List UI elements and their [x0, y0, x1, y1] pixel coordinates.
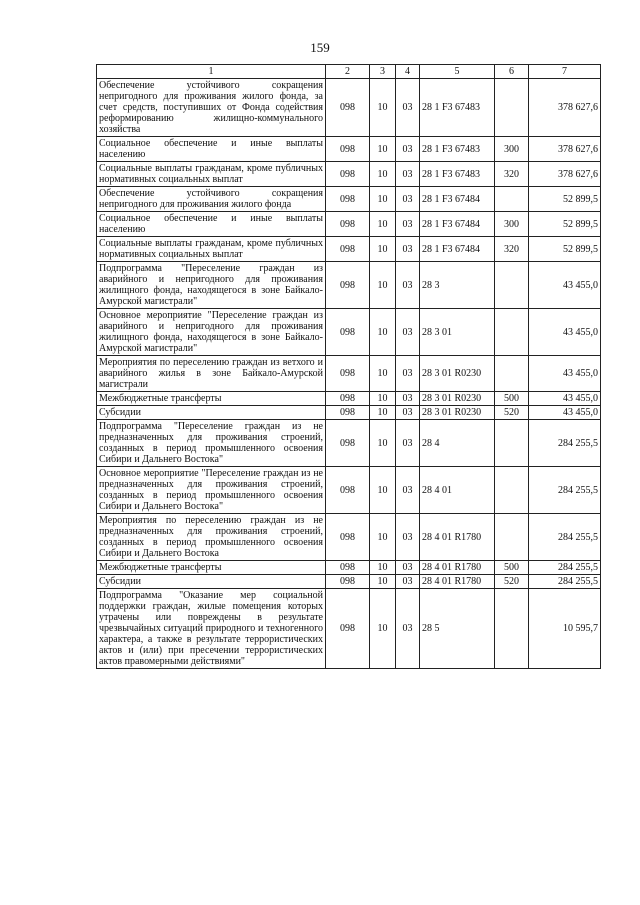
table-row [97, 392, 601, 406]
section-code-cell: 10 [370, 406, 396, 420]
target-article-cell: 28 4 [420, 420, 495, 467]
amount-cell: 43 455,0 [529, 356, 601, 392]
admin-code-cell: 098 [326, 187, 370, 212]
expense-type-cell [495, 187, 529, 212]
section-code-cell: 10 [370, 467, 396, 514]
amount-cell: 378 627,6 [529, 137, 601, 162]
table-row [97, 467, 601, 514]
row-name-cell: Подпрограмма "Переселение граждан из аварийного и непригодного для проживания жилищного фонда, находящегося в зоне Байкало-Амурской магистрали" [97, 262, 326, 309]
column-header: 7 [529, 65, 601, 79]
expense-type-cell [495, 309, 529, 356]
subsection-code-cell: 03 [396, 237, 420, 262]
table-row [97, 309, 601, 356]
table-row [97, 514, 601, 561]
amount-cell: 52 899,5 [529, 237, 601, 262]
table-row [97, 137, 601, 162]
subsection-code-cell: 03 [396, 162, 420, 187]
amount-cell: 284 255,5 [529, 514, 601, 561]
subsection-code-cell: 03 [396, 137, 420, 162]
amount-cell: 52 899,5 [529, 212, 601, 237]
table-header-row [97, 65, 601, 79]
amount-cell: 43 455,0 [529, 406, 601, 420]
section-code-cell: 10 [370, 212, 396, 237]
table-row [97, 162, 601, 187]
table-row [97, 420, 601, 467]
admin-code-cell: 098 [326, 589, 370, 669]
row-name-cell: Социальные выплаты гражданам, кроме публичных нормативных социальных выплат [97, 237, 326, 262]
subsection-code-cell: 03 [396, 392, 420, 406]
target-article-cell: 28 4 01 R1780 [420, 575, 495, 589]
section-code-cell: 10 [370, 79, 396, 137]
section-code-cell: 10 [370, 514, 396, 561]
table-row [97, 561, 601, 575]
admin-code-cell: 098 [326, 561, 370, 575]
subsection-code-cell: 03 [396, 406, 420, 420]
page-number: 159 [310, 40, 330, 55]
admin-code-cell: 098 [326, 237, 370, 262]
row-name-cell: Мероприятия по переселению граждан из ветхого и аварийного жилья в зоне Байкало-Амурской магистрали [97, 356, 326, 392]
section-code-cell: 10 [370, 420, 396, 467]
row-name-cell: Социальное обеспечение и иные выплаты населению [97, 137, 326, 162]
admin-code-cell: 098 [326, 514, 370, 561]
amount-cell: 52 899,5 [529, 187, 601, 212]
row-name-cell: Обеспечение устойчивого сокращения непригодного для проживания жилого фонда [97, 187, 326, 212]
expense-type-cell: 320 [495, 162, 529, 187]
expense-type-cell: 500 [495, 392, 529, 406]
column-header: 2 [326, 65, 370, 79]
admin-code-cell: 098 [326, 79, 370, 137]
target-article-cell: 28 3 [420, 262, 495, 309]
section-code-cell: 10 [370, 392, 396, 406]
target-article-cell: 28 1 F3 67483 [420, 79, 495, 137]
row-name-cell: Социальные выплаты гражданам, кроме публичных нормативных социальных выплат [97, 162, 326, 187]
target-article-cell: 28 1 F3 67484 [420, 187, 495, 212]
subsection-code-cell: 03 [396, 589, 420, 669]
amount-cell: 284 255,5 [529, 575, 601, 589]
column-header: 5 [420, 65, 495, 79]
table-row [97, 187, 601, 212]
amount-cell: 43 455,0 [529, 392, 601, 406]
expense-type-cell [495, 262, 529, 309]
expense-type-cell [495, 79, 529, 137]
row-name-cell: Межбюджетные трансферты [97, 392, 326, 406]
row-name-cell: Обеспечение устойчивого сокращения непригодного для проживания жилого фонда, за счет средств, поступивших от Фонда содействия реформированию жилищно-коммунального хозяйства [97, 79, 326, 137]
section-code-cell: 10 [370, 356, 396, 392]
section-code-cell: 10 [370, 309, 396, 356]
subsection-code-cell: 03 [396, 79, 420, 137]
expense-type-cell [495, 514, 529, 561]
row-name-cell: Межбюджетные трансферты [97, 561, 326, 575]
section-code-cell: 10 [370, 589, 396, 669]
section-code-cell: 10 [370, 262, 396, 309]
subsection-code-cell: 03 [396, 420, 420, 467]
expense-type-cell: 300 [495, 212, 529, 237]
target-article-cell: 28 5 [420, 589, 495, 669]
admin-code-cell: 098 [326, 420, 370, 467]
row-name-cell: Субсидии [97, 575, 326, 589]
row-name-cell: Подпрограмма "Переселение граждан из не предназначенных для проживания строений, созданных в период промышленного освоения Сибири и Дальнего Востока" [97, 420, 326, 467]
row-name-cell: Субсидии [97, 406, 326, 420]
expense-type-cell [495, 467, 529, 514]
row-name-cell: Социальное обеспечение и иные выплаты населению [97, 212, 326, 237]
target-article-cell: 28 1 F3 67483 [420, 137, 495, 162]
section-code-cell: 10 [370, 575, 396, 589]
target-article-cell: 28 1 F3 67484 [420, 212, 495, 237]
column-header: 1 [97, 65, 326, 79]
expense-type-cell [495, 420, 529, 467]
table-row [97, 79, 601, 137]
admin-code-cell: 098 [326, 575, 370, 589]
table-row [97, 589, 601, 669]
subsection-code-cell: 03 [396, 356, 420, 392]
target-article-cell: 28 3 01 R0230 [420, 406, 495, 420]
subsection-code-cell: 03 [396, 262, 420, 309]
admin-code-cell: 098 [326, 137, 370, 162]
table-row [97, 212, 601, 237]
subsection-code-cell: 03 [396, 187, 420, 212]
section-code-cell: 10 [370, 187, 396, 212]
subsection-code-cell: 03 [396, 514, 420, 561]
admin-code-cell: 098 [326, 467, 370, 514]
table-row [97, 262, 601, 309]
amount-cell: 378 627,6 [529, 162, 601, 187]
budget-table [96, 64, 601, 669]
row-name-cell: Подпрограмма "Оказание мер социальной поддержки граждан, жилые помещения которых утрачены или повреждены в результате чрезвычайных ситуаций природного и техногенного характера, а также в результате террористических актов и (или) при пресечении террористических актов правомерными действиями" [97, 589, 326, 669]
target-article-cell: 28 4 01 [420, 467, 495, 514]
amount-cell: 284 255,5 [529, 420, 601, 467]
target-article-cell: 28 1 F3 67484 [420, 237, 495, 262]
expense-type-cell [495, 589, 529, 669]
target-article-cell: 28 4 01 R1780 [420, 514, 495, 561]
target-article-cell: 28 3 01 R0230 [420, 392, 495, 406]
target-article-cell: 28 3 01 [420, 309, 495, 356]
row-name-cell: Основное мероприятие "Переселение граждан из аварийного и непригодного для проживания жилищного фонда, находящегося в зоне Байкало-Амурской магистрали" [97, 309, 326, 356]
amount-cell: 43 455,0 [529, 309, 601, 356]
amount-cell: 284 255,5 [529, 467, 601, 514]
section-code-cell: 10 [370, 561, 396, 575]
admin-code-cell: 098 [326, 309, 370, 356]
expense-type-cell: 520 [495, 406, 529, 420]
table-row [97, 237, 601, 262]
subsection-code-cell: 03 [396, 467, 420, 514]
section-code-cell: 10 [370, 237, 396, 262]
expense-type-cell [495, 356, 529, 392]
amount-cell: 378 627,6 [529, 79, 601, 137]
target-article-cell: 28 3 01 R0230 [420, 356, 495, 392]
target-article-cell: 28 4 01 R1780 [420, 561, 495, 575]
row-name-cell: Основное мероприятие "Переселение граждан из не предназначенных для проживания строений, созданных в период промышленного освоения Сибири и Дальнего Востока" [97, 467, 326, 514]
admin-code-cell: 098 [326, 212, 370, 237]
expense-type-cell: 300 [495, 137, 529, 162]
expense-type-cell: 500 [495, 561, 529, 575]
subsection-code-cell: 03 [396, 212, 420, 237]
target-article-cell: 28 1 F3 67483 [420, 162, 495, 187]
table-row [97, 575, 601, 589]
table-row [97, 356, 601, 392]
admin-code-cell: 098 [326, 356, 370, 392]
subsection-code-cell: 03 [396, 561, 420, 575]
subsection-code-cell: 03 [396, 575, 420, 589]
section-code-cell: 10 [370, 137, 396, 162]
admin-code-cell: 098 [326, 162, 370, 187]
amount-cell: 284 255,5 [529, 561, 601, 575]
column-header: 4 [396, 65, 420, 79]
table-row [97, 406, 601, 420]
amount-cell: 43 455,0 [529, 262, 601, 309]
column-header: 3 [370, 65, 396, 79]
section-code-cell: 10 [370, 162, 396, 187]
admin-code-cell: 098 [326, 392, 370, 406]
table-body [97, 79, 601, 669]
subsection-code-cell: 03 [396, 309, 420, 356]
expense-type-cell: 520 [495, 575, 529, 589]
amount-cell: 10 595,7 [529, 589, 601, 669]
admin-code-cell: 098 [326, 406, 370, 420]
admin-code-cell: 098 [326, 262, 370, 309]
row-name-cell: Мероприятия по переселению граждан из не предназначенных для проживания строений, созданных в период промышленного освоения Сибири и Дальнего Востока [97, 514, 326, 561]
expense-type-cell: 320 [495, 237, 529, 262]
column-header: 6 [495, 65, 529, 79]
